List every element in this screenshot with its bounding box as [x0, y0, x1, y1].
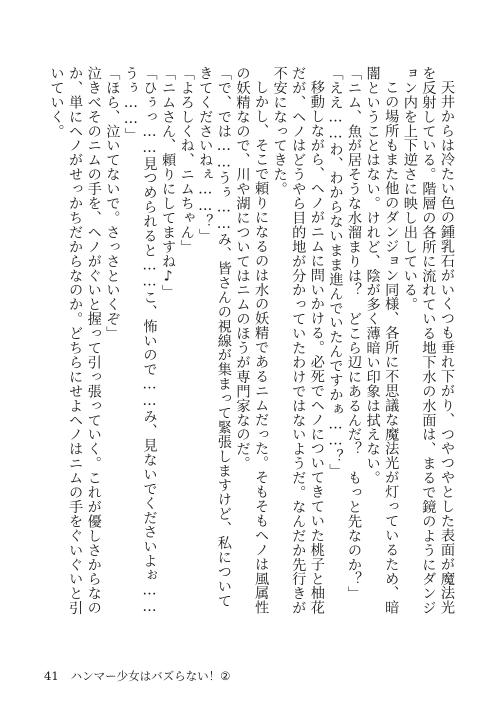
paragraph: 「で、では……うぅ……み、皆さんの視線が集まって緊張しますけど、私についてきてくださいねぇ……？」: [197, 66, 232, 608]
paragraph: 「ええ……わ、わからないまま進んでいたんですかぁ……？」: [327, 66, 344, 478]
paragraph: 「ほら、泣いてないで。さっさといくぞ」: [104, 66, 121, 341]
paragraph: しかし、そこで頼りになるのは水の妖精であるニムだった。そもそもヘノは風属性の妖精なので、川や湖についてはニムのほうが専門家なのだ。: [234, 66, 270, 615]
paragraph: 泣きべそのニムの手を、ヘノがぐいと握って引っ張っていく。これが優しさからなのか、単にヘノがせっかちだからなのか。どちらにせよヘノはニムの手をぐいぐいと引いていく。: [48, 66, 102, 616]
paragraph: 移動しながら、ヘノがニムに問いかける。必死でヘノについてきていた桃子と柚花だが、ヘノはどうやら目的地が分かっていたわけではないようだ。なんだか先行きが不安になってきた。: [271, 66, 325, 616]
paragraph: 「ニム、魚が居そうな水溜まりは？ どこら辺にあるんだ？ もっと先なのか？」: [346, 66, 363, 601]
book-title: ハンマー少女はバズらない！②: [70, 669, 231, 683]
paragraph: 「よろしくね、ニムちゃん」: [178, 66, 195, 254]
paragraph: 「ニムさん、頼りにしてますね♪」: [160, 66, 177, 299]
paragraph: 「ひぅっ……見つめられると……こ、怖いので……み、見ないでくださいよぉ……うぅ……」: [122, 66, 158, 616]
paragraph: この場所もまた他のダンジョン同様、各所に不思議な魔法光が灯っているため、暗闇ということはない。けれど、陰が多く薄暗い印象は拭えない。: [364, 66, 400, 615]
vertical-text-body: [36, 66, 456, 621]
page-number: 41: [44, 669, 59, 683]
page-footer: [44, 668, 230, 684]
paragraph: 天井からは冷たい色の鍾乳石がいくつも垂れ下がり、つやつやとした表面が魔法光を反射している。階層の各所に流れている地下水の水面は、まるで鏡のようにダンジョン内を上下逆さに映し出している。: [401, 66, 455, 616]
